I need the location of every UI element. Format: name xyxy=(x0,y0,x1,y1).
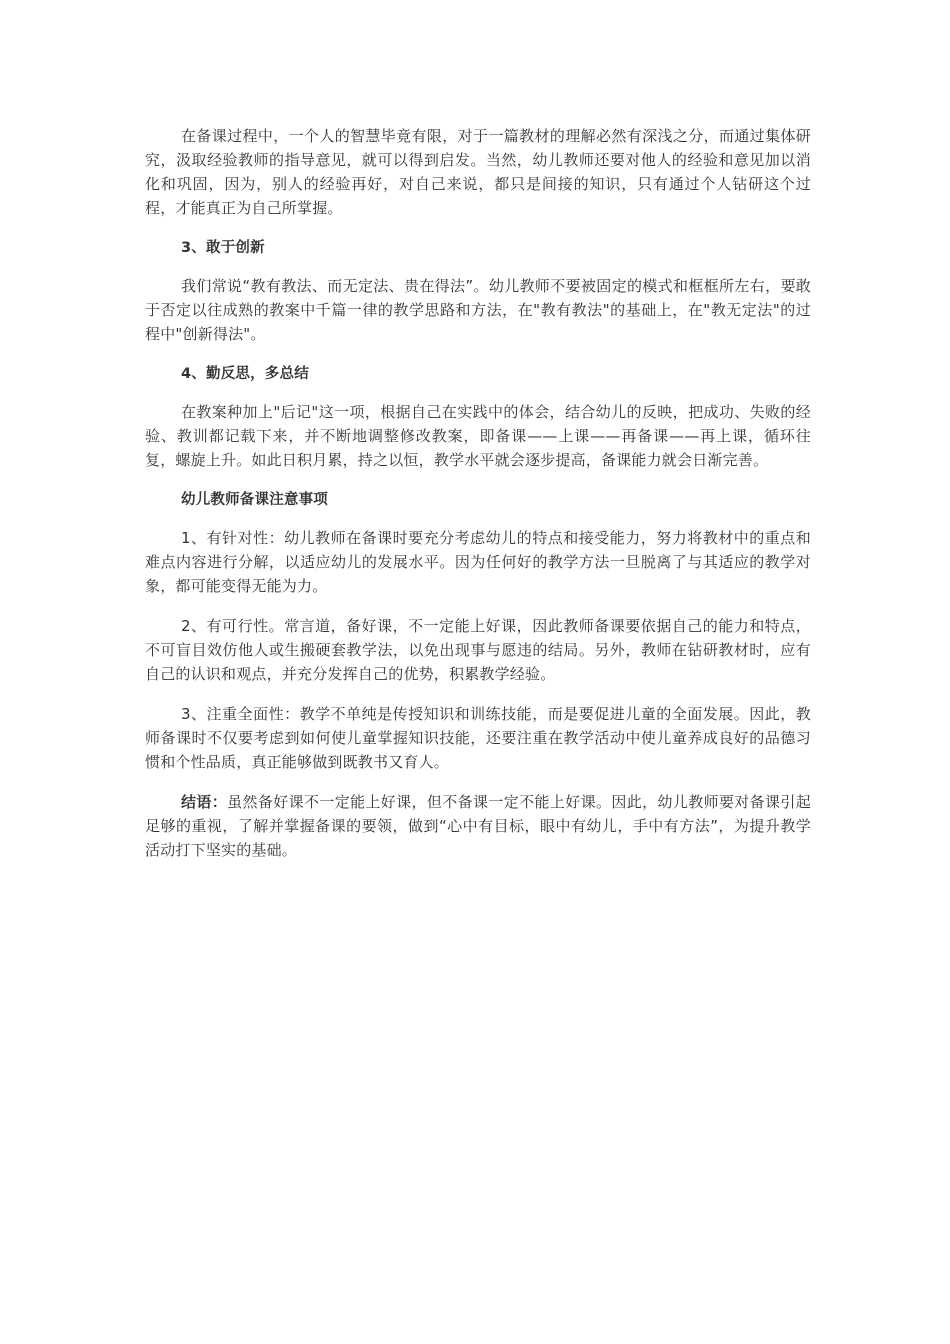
note-2-paragraph: 2、有可行性。常言道，备好课，不一定能上好课，因此教师备课要依据自己的能力和特点，不可盲目效仿他人或生搬硬套教学法，以免出现事与愿违的结局。另外，教师在钻研教材时，应有自己的认识和观点，并充分发挥自己的优势，积累教学经验。 xyxy=(145,617,811,683)
section-4-paragraph: 在教案种加上"后记"这一项，根据自己在实践中的体会，结合幼儿的反映，把成功、失败的经验、教训都记载下来，并不断地调整修改教案，即备课——上课——再备课——再上课，循环往复，螺旋上升。如此日积月累，持之以恒，教学水平就会逐步提高，备课能力就会日渐完善。 xyxy=(145,403,811,469)
intro-paragraph: 在备课过程中，一个人的智慧毕竟有限，对于一篇教材的理解必然有深浅之分，而通过集体研究，汲取经验教师的指导意见，就可以得到启发。当然，幼儿教师还要对他人的经验和意见加以消化和巩固，因为，别人的经验再好，对自己来说，都只是间接的知识，只有通过个人钻研这个过程，才能真正为自己所掌握。 xyxy=(145,127,811,217)
conclusion-text: 虽然备好课不一定能上好课，但不备课一定不能上好课。因此，幼儿教师要对备课引起足够的重视，了解并掌握备课的要领，做到“心中有目标，眼中有幼儿，手中有方法”，为提升教学活动打下坚实的基础。 xyxy=(145,793,811,859)
document-body xyxy=(145,124,811,878)
section-3-heading: 3、敢于创新 xyxy=(181,240,265,256)
section-4-heading: 4、勤反思，多总结 xyxy=(181,366,309,382)
section-3-paragraph: 我们常说“教有教法、而无定法、贵在得法”。幼儿教师不要被固定的模式和框框所左右，要敢于否定以往成熟的教案中千篇一律的教学思路和方法，在"教有教法"的基础上，在"教无定法"的过程中"创新得法"。 xyxy=(145,277,811,343)
conclusion-label: 结语： xyxy=(181,793,228,811)
note-1-paragraph: 1、有针对性：幼儿教师在备课时要充分考虑幼儿的特点和接受能力，努力将教材中的重点和难点内容进行分解，以适应幼儿的发展水平。因为任何好的教学方法一旦脱离了与其适应的教学对象，都可能变得无能为力。 xyxy=(145,529,811,595)
notes-heading: 幼儿教师备课注意事项 xyxy=(181,492,328,508)
note-3-paragraph: 3、注重全面性：教学不单纯是传授知识和训练技能，而是要促进儿童的全面发展。因此，教师备课时不仅要考虑到如何使儿童掌握知识技能，还要注重在教学活动中使儿童养成良好的品德习惯和个性品质，真正能够做到既教书又育人。 xyxy=(145,705,811,771)
conclusion-paragraph xyxy=(145,790,811,862)
